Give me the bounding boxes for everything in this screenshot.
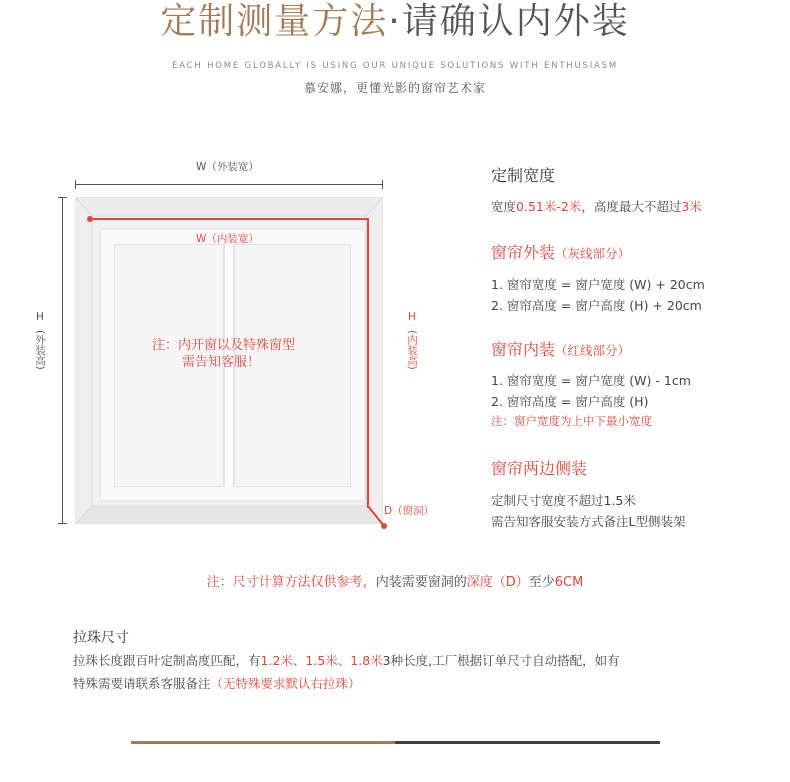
width-range: 0.51米-2米 <box>516 199 582 214</box>
side-rule-2: 需告知客服安装方式备注L型侧装架 <box>491 514 686 529</box>
inner-note: 注：窗户宽度为上中下最小宽度 <box>491 414 652 428</box>
width-prefix: 宽度 <box>491 199 517 214</box>
side-rule-1: 定制尺寸宽度不超过1.5米 <box>491 493 636 508</box>
disclaimer-value: 6CM <box>554 575 584 590</box>
bottom-bar-gold <box>131 741 395 744</box>
diagram-note-line2: 需告知客服！ <box>182 355 261 370</box>
subtitle-english: EACH HOME GLOBALLY IS USING OUR UNIQUE SOLUTIONS WITH ENTHUSIASM <box>172 61 618 71</box>
outer-heading-sub: （灰线部分） <box>555 246 631 261</box>
bead-line1-prefix: 拉珠长度跟百叶定制高度匹配，有 <box>73 653 261 668</box>
subtitle-chinese: 慕安娜，更懂光影的窗帘艺术家 <box>303 81 486 95</box>
outer-rule-2: 2. 窗帘高度 = 窗户高度 (H) + 20cm <box>491 298 702 313</box>
inner-heading <box>491 337 630 360</box>
bead-lengths: 1.2米、1.5米、1.8米 <box>260 653 383 668</box>
measurement-disclaimer <box>0 571 790 590</box>
width-rule <box>491 197 702 215</box>
inner-width-dot-left <box>87 216 93 222</box>
outer-width-label: W（外装宽） <box>196 161 259 173</box>
outer-rule-1: 1. 窗帘宽度 = 窗户宽度 (W) + 20cm <box>491 277 705 292</box>
outer-height-line <box>62 197 63 524</box>
disclaimer-prefix: 注：尺寸计算方法仅供参考， <box>206 575 376 590</box>
inner-width-line <box>90 218 369 220</box>
outer-width-tick-left <box>75 180 76 189</box>
inner-height-label: (内装高) <box>406 330 418 370</box>
outer-width-tick-right <box>382 180 383 189</box>
outer-height-tick-bottom <box>58 523 67 524</box>
outer-height-letter: H <box>36 311 44 323</box>
side-heading: 窗帘两边侧装 <box>491 459 588 478</box>
disclaimer-mid2: 至少 <box>528 575 555 590</box>
inner-heading-text: 窗帘内装 <box>491 340 556 359</box>
bottom-bar-dark <box>395 741 660 744</box>
outer-width-line <box>75 184 383 185</box>
height-max: 3米 <box>681 199 702 214</box>
title-separator: · <box>388 1 402 42</box>
inner-rule-1: 1. 窗帘宽度 = 窗户宽度 (W) - 1cm <box>491 373 691 388</box>
inner-rule-2: 2. 窗帘高度 = 窗户高度 (H) <box>491 394 649 409</box>
title-part2: 请确认内外装 <box>401 1 630 42</box>
disclaimer-mid: 内装需要窗洞的 <box>375 575 467 590</box>
width-heading: 定制宽度 <box>491 166 556 185</box>
outer-height-label: (外装高) <box>34 330 46 370</box>
bead-line-2 <box>73 674 361 692</box>
diagram-note-line1: 注：内开窗以及特殊窗型 <box>152 338 296 353</box>
bead-title: 拉珠尺寸 <box>73 630 129 646</box>
depth-label: D（窗洞） <box>384 505 435 517</box>
bead-line2-note: （无特殊要求默认右拉珠） <box>210 676 361 691</box>
outer-heading-text: 窗帘外装 <box>491 243 556 262</box>
outer-height-tick-top <box>58 197 67 198</box>
bead-line1-suffix: 3种长度,工厂根据订单尺寸自动搭配，如有 <box>382 653 620 668</box>
outer-heading <box>491 240 630 263</box>
inner-width-label: W（内装宽） <box>196 233 259 245</box>
bead-line2-prefix: 特殊需要请联系客服备注 <box>73 676 211 691</box>
title-part1: 定制测量方法 <box>160 1 389 42</box>
disclaimer-depth: 深度（D） <box>466 575 529 590</box>
page-title <box>0 0 790 44</box>
width-mid: ，高度最大不超过 <box>581 199 682 214</box>
inner-height-letter: H <box>408 311 416 323</box>
bead-line-1 <box>73 651 620 669</box>
inner-height-line <box>367 218 369 508</box>
inner-heading-sub: （红线部分） <box>555 343 631 358</box>
